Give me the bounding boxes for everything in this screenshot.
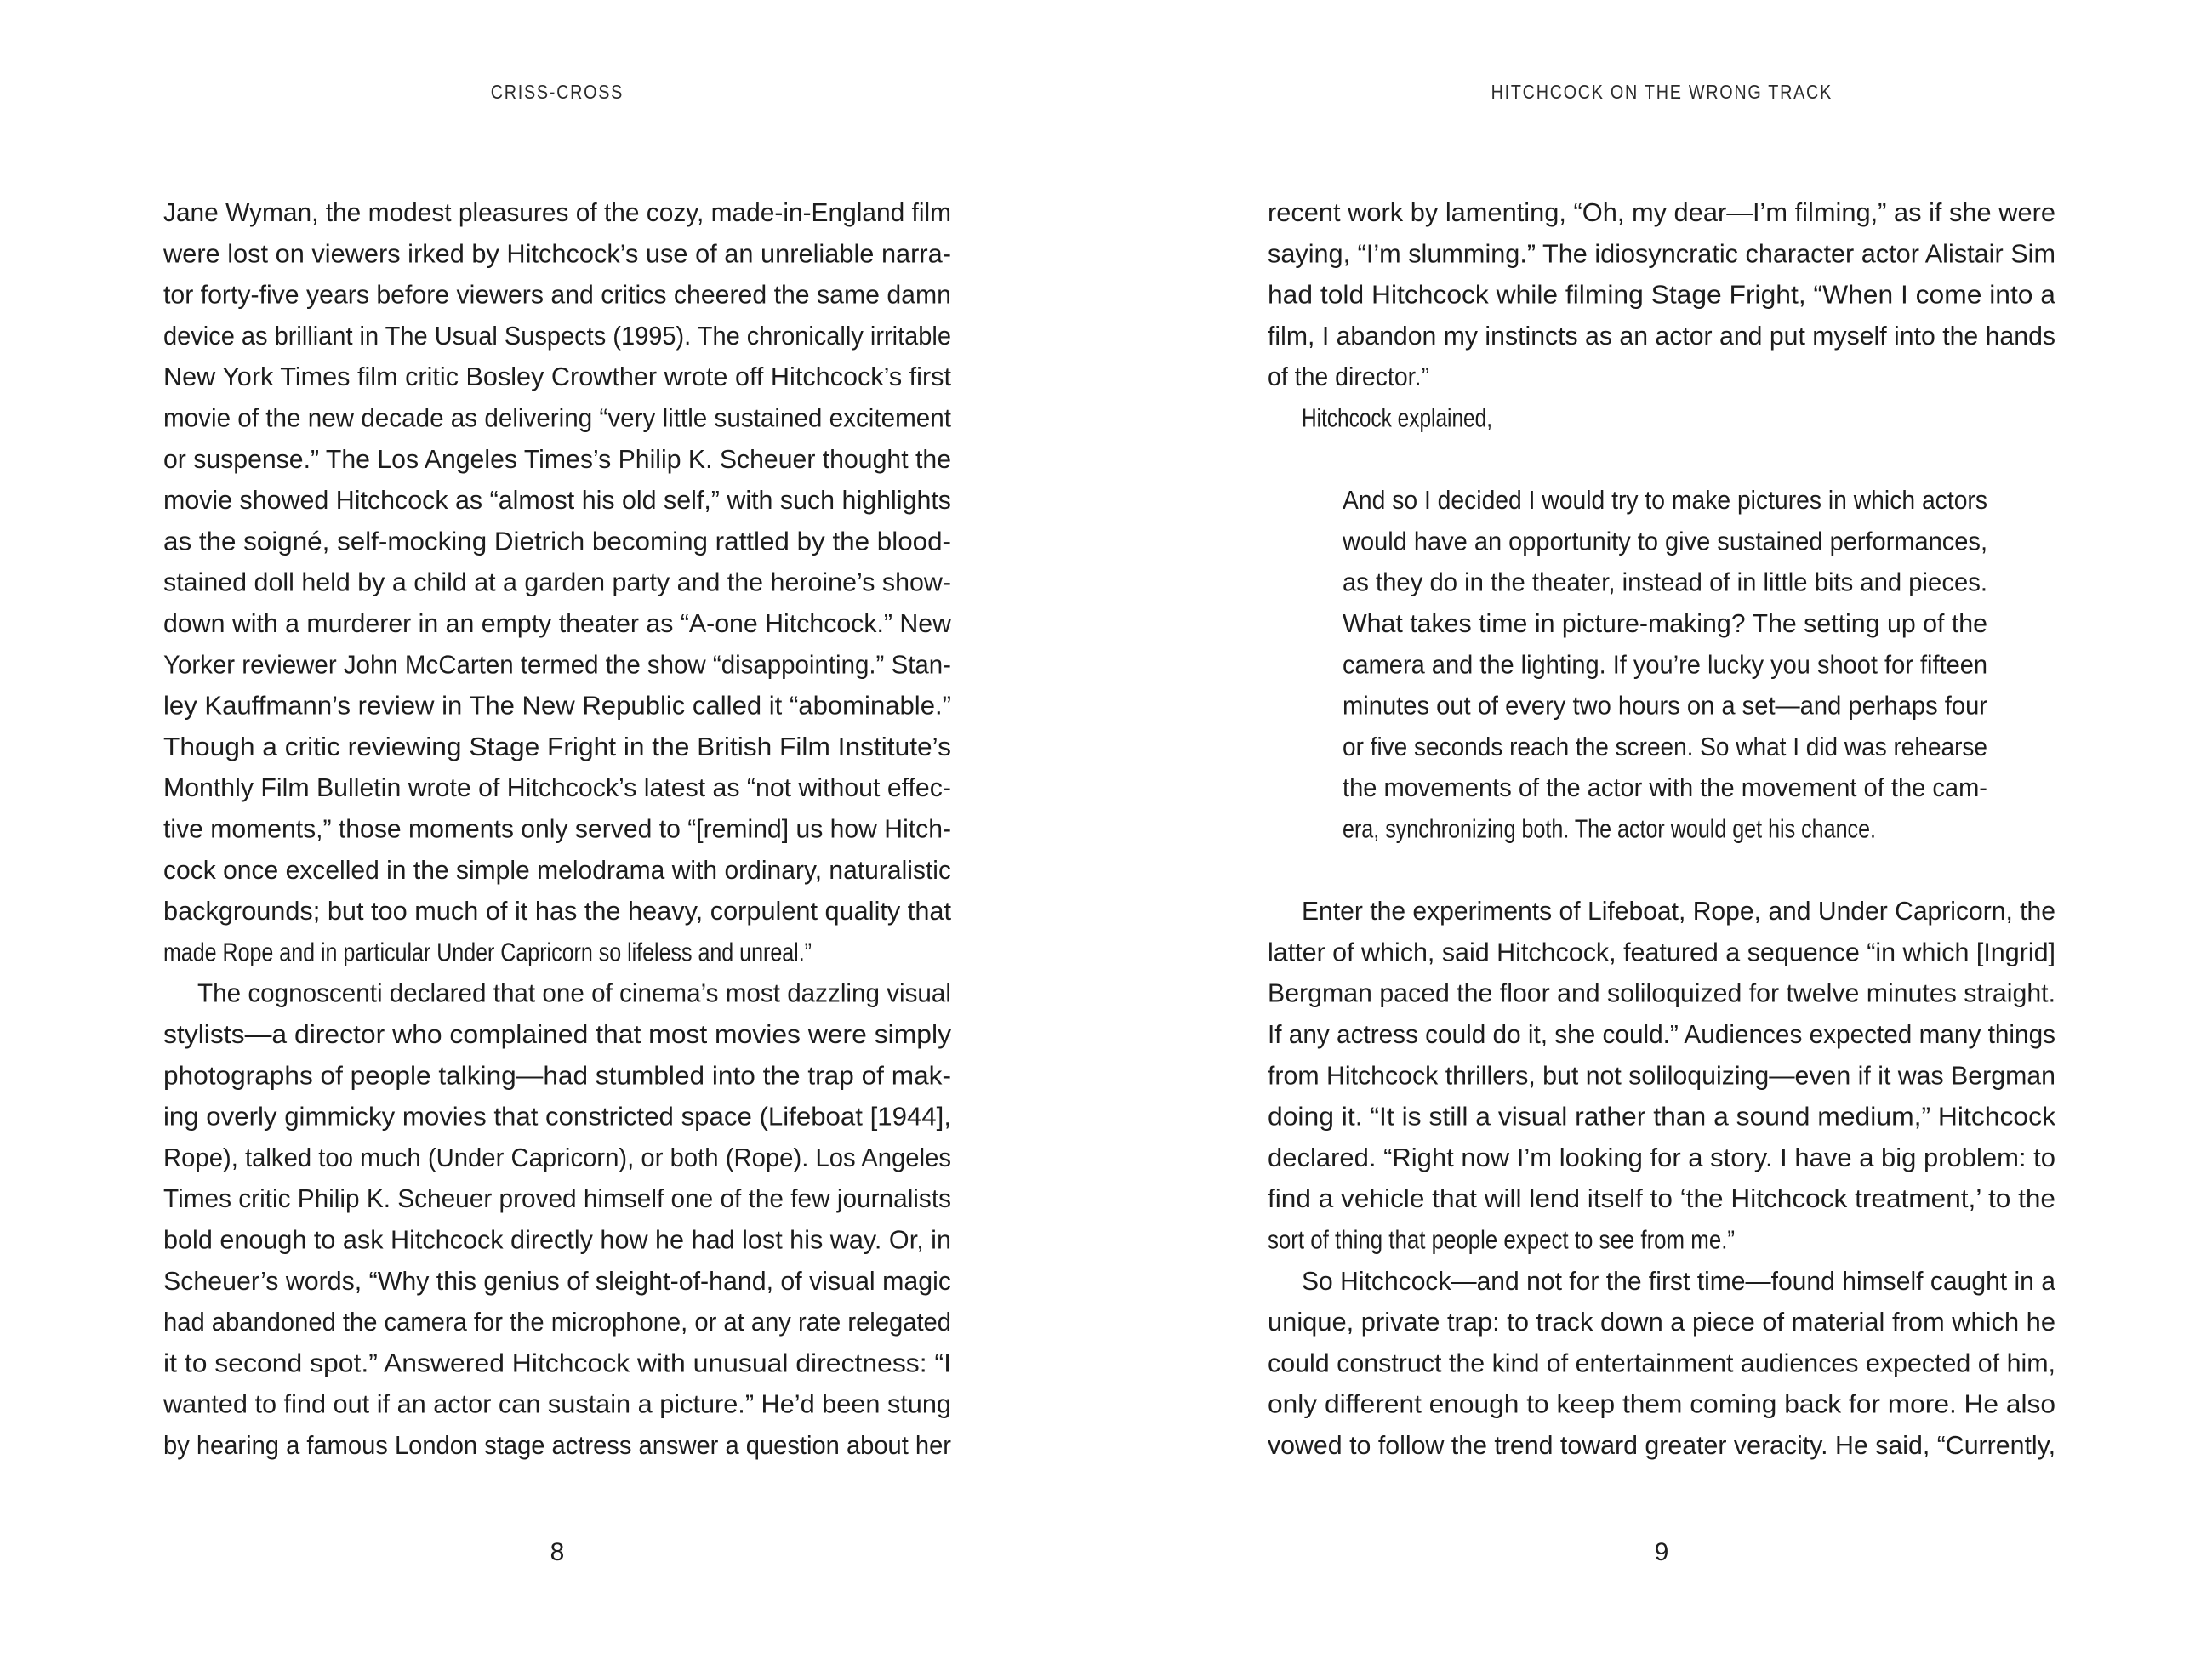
body-text-line: Rope), talked too much (Under Capricorn), or both (Rope). Los Angeles — [163, 1142, 951, 1172]
body-text-line: saying, “I’m slumming.” The idiosyncratic character actor Alistair Sim — [1268, 238, 2055, 269]
body-text-line: vowed to follow the trend toward greater veracity. He said, “Currently, — [1268, 1430, 2055, 1460]
body-text-line: Hitchcock explained, — [1302, 402, 1492, 433]
body-text-line: Yorker reviewer John McCarten termed the show “disappointing.” Stan- — [163, 649, 951, 680]
body-text-line: were lost on viewers irked by Hitchcock’s use of an unreliable narra- — [162, 238, 952, 269]
body-text-line: film, I abandon my instincts as an actor and put myself into the hands — [1268, 320, 2055, 351]
body-text-line: backgrounds; but too much of it has the heavy, corpulent quality that — [163, 896, 952, 926]
body-text-line: had told Hitchcock while filming Stage Fright, “When I come into a — [1268, 279, 2056, 310]
blockquote-line: camera and the lighting. If you’re lucky you shoot for fifteen — [1343, 649, 1987, 680]
body-text-line: Jane Wyman, the modest pleasures of the cozy, made-in-England film — [163, 197, 951, 227]
body-text-line: device as brilliant in The Usual Suspects (1995). The chronically irritable — [163, 320, 951, 351]
body-text-line: stylists—a director who complained that most movies were simply — [163, 1019, 952, 1049]
body-text-line: cock once excelled in the simple melodrama with ordinary, naturalistic — [163, 854, 951, 885]
body-text-line: by hearing a famous London stage actress answer a question about her — [163, 1430, 951, 1460]
page-text-left — [163, 0, 951, 1659]
body-text-line: could construct the kind of entertainment audiences expected of him, — [1268, 1348, 2055, 1378]
blockquote-line: minutes out of every two hours on a set—and perhaps four — [1343, 690, 1987, 721]
blockquote-line: as they do in the theater, instead of in little bits and pieces. — [1343, 567, 1987, 597]
body-text-line: Monthly Film Bulletin wrote of Hitchcock’s latest as “not without effec- — [163, 772, 951, 803]
body-text-line: Enter the experiments of Lifeboat, Rope, and Under Capricorn, the — [1302, 896, 2055, 926]
page-number-left: 8 — [550, 1538, 565, 1566]
body-text-line: doing it. “It is still a visual rather than a sound medium,” Hitchcock — [1268, 1101, 2056, 1132]
running-head-right-text: HITCHCOCK ON THE WRONG TRACK — [1491, 81, 1833, 103]
body-text-line: bold enough to ask Hitchcock directly how he had lost his way. Or, in — [163, 1224, 951, 1255]
body-text-line: declared. “Right now I’m looking for a story. I have a big problem: to — [1268, 1142, 2055, 1172]
page-number-right: 9 — [1654, 1538, 1669, 1566]
body-text-line: If any actress could do it, she could.” Audiences expected many things — [1268, 1019, 2055, 1049]
body-text-line: sort of thing that people expect to see from me.” — [1268, 1224, 1735, 1255]
body-text-line: it to second spot.” Answered Hitchcock with unusual directness: “I — [163, 1348, 951, 1378]
blockquote-line: or five seconds reach the screen. So what I did was rehearse — [1343, 731, 1987, 761]
body-text-line: movie of the new decade as delivering “very little sustained excitement — [163, 402, 952, 433]
body-text-line: wanted to find out if an actor can sustain a picture.” He’d been stung — [162, 1388, 951, 1419]
body-text-line: So Hitchcock—and not for the first time—found himself caught in a — [1302, 1265, 2056, 1296]
blockquote-line: And so I decided I would try to make pictures in which actors — [1343, 485, 1987, 516]
blockquote-line: era, synchronizing both. The actor would get his chance. — [1343, 813, 1876, 844]
body-text-line: of the director.” — [1268, 362, 1429, 392]
body-text-line: latter of which, said Hitchcock, featured a sequence “in which [Ingrid] — [1268, 937, 2055, 967]
blockquote-line: would have an opportunity to give sustained performances, — [1342, 526, 1987, 556]
body-text-line: as the soigné, self-mocking Dietrich becoming rattled by the blood- — [163, 526, 951, 556]
blockquote-line: What takes time in picture-making? The setting up of the — [1343, 608, 1987, 638]
body-text-line: from Hitchcock thrillers, but not soliloquizing—even if it was Bergman — [1268, 1060, 2055, 1091]
running-head-left-text: CRISS-CROSS — [490, 81, 624, 103]
page-left — [163, 0, 951, 1659]
body-text-line: movie showed Hitchcock as “almost his old self,” with such highlights — [163, 485, 951, 516]
body-text-line: find a vehicle that will lend itself to ‘the Hitchcock treatment,’ to the — [1268, 1183, 2055, 1214]
body-text-line: stained doll held by a child at a garden party and the heroine’s show- — [163, 567, 951, 597]
blockquote-line: the movements of the actor with the movement of the cam- — [1343, 772, 1987, 803]
body-text-line: ley Kauffmann’s review in The New Republic called it “abominable.” — [163, 690, 951, 721]
body-text-line: ing overly gimmicky movies that constricted space (Lifeboat [1944], — [163, 1101, 951, 1132]
body-text-line: tor forty-five years before viewers and critics cheered the same damn — [163, 279, 951, 310]
body-text-line: made Rope and in particular Under Capricorn so lifeless and unreal.” — [163, 937, 812, 967]
body-text-line: unique, private trap: to track down a piece of material from which he — [1268, 1307, 2055, 1337]
body-text-line: Scheuer’s words, “Why this genius of sleight-of-hand, of visual magic — [163, 1265, 951, 1296]
body-text-line: down with a murderer in an empty theater as “A-one Hitchcock.” New — [163, 608, 952, 638]
body-text-line: or suspense.” The Los Angeles Times’s Philip K. Scheuer thought the — [163, 443, 951, 474]
body-text-line: tive moments,” those moments only served to “[remind] us how Hitch- — [163, 813, 951, 844]
body-text-line: New York Times film critic Bosley Crowther wrote off Hitchcock’s first — [163, 362, 952, 392]
body-text-line: The cognoscenti declared that one of cinema’s most dazzling visual — [197, 978, 951, 1008]
body-text-line: photographs of people talking—had stumbled into the trap of mak- — [163, 1060, 951, 1091]
body-text-line: recent work by lamenting, “Oh, my dear—I’m filming,” as if she were — [1268, 197, 2055, 227]
body-text-line: only different enough to keep them coming back for more. He also — [1268, 1388, 2055, 1419]
body-text-line: Though a critic reviewing Stage Fright in the British Film Institute’s — [163, 731, 951, 761]
body-text-line: had abandoned the camera for the microphone, or at any rate relegated — [163, 1307, 951, 1337]
body-text-line: Bergman paced the floor and soliloquized for twelve minutes straight. — [1268, 978, 2055, 1008]
body-text-line: Times critic Philip K. Scheuer proved himself one of the few journalists — [163, 1183, 951, 1214]
page-right — [1268, 0, 2055, 1659]
page-text-right — [1268, 0, 2055, 1659]
